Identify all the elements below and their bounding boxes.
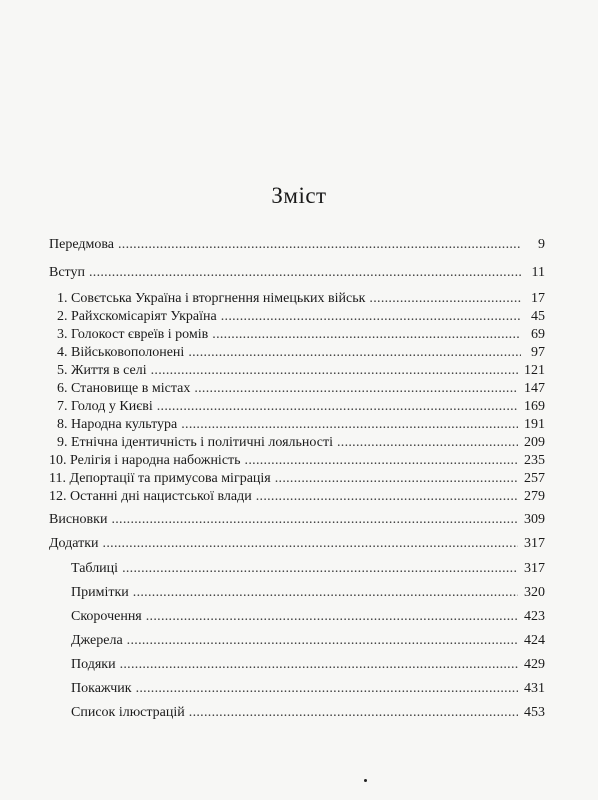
toc-entry-abbreviations: Скорочення . . . 423 (71, 608, 545, 626)
toc-entry-introduction: Вступ . . . 11 (49, 264, 545, 282)
toc-entry-chapter-8: 8. Народна культура . . . 191 (57, 416, 545, 434)
toc-entry-chapter-12: 12. Останні дні нацистської влади . . . 279 (49, 488, 545, 506)
toc-entry-chapter-3: 3. Голокост євреїв і ромів . . . 69 (57, 326, 545, 344)
toc-entry-index: Покажчик . . . 431 (71, 680, 545, 698)
toc-entry-chapter-1: 1. Совєтська Україна і вторгнення німецьких військ . . . 17 (57, 290, 545, 308)
toc-entry-chapter-10: 10. Релігія і народна набожність . . . 235 (49, 452, 545, 470)
toc-entry-notes: Примітки . . . 320 (71, 584, 545, 602)
toc-entry-appendices: Додатки . . . 317 (49, 535, 545, 553)
toc-entry-chapter-5: 5. Життя в селі . . . 121 (57, 362, 545, 380)
toc-entry-chapter-4: 4. Військовополонені . . . 97 (57, 344, 545, 362)
toc-entry-tables: Таблиці . . . 317 (71, 560, 545, 578)
toc-entry-chapter-9: 9. Етнічна ідентичність і політичні лояльності . . . 209 (57, 434, 545, 452)
toc-entry-preface: Передмова . . . 9 (49, 236, 545, 254)
toc-entry-chapter-11: 11. Депортації та примусова міграція . . . 257 (49, 470, 545, 488)
toc-title: Зміст (271, 183, 327, 208)
toc-entry-chapter-6: 6. Становище в містах . . . 147 (57, 380, 545, 398)
toc-entry-acknowledgements: Подяки . . . 429 (71, 656, 545, 674)
toc-entry-chapter-2: 2. Райхскомісаріят Україна . . . 45 (57, 308, 545, 326)
toc-entry-sources: Джерела . . . 424 (71, 632, 545, 650)
toc-entry-conclusions: Висновки . . . 309 (49, 511, 545, 529)
toc-entry-illustrations: Список ілюстрацій . . . 453 (71, 704, 545, 722)
toc-entry-chapter-7: 7. Голод у Києві . . . 169 (57, 398, 545, 416)
page-speck (364, 779, 367, 782)
